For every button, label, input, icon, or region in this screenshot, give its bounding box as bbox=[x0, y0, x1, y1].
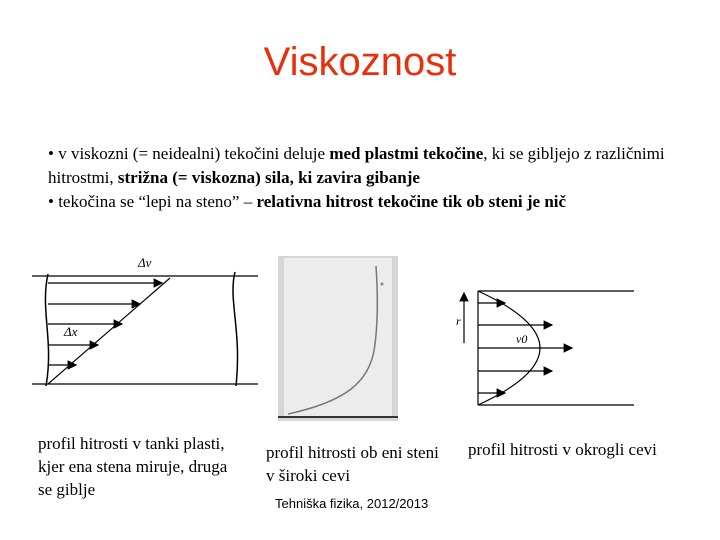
bullet-text: , ki se gibljejo z različnimi hitrostmi, bbox=[48, 144, 665, 187]
bullet-item-no-slip bbox=[48, 190, 698, 214]
bullet-item-shear-force bbox=[48, 142, 698, 190]
delta-v-label: Δv bbox=[138, 255, 152, 270]
parabolic-velocity-profile-figure bbox=[452, 285, 637, 410]
bullet-list bbox=[48, 142, 698, 214]
bullet-bold-text: strižna (= viskozna) sila, ki zavira gibanje bbox=[117, 168, 420, 187]
caption-right: profil hitrosti v okrogli cevi bbox=[468, 440, 657, 459]
bullet-bold-text: relativna hitrost tekočine tik ob steni je nič bbox=[256, 192, 567, 211]
left-wall-line bbox=[45, 274, 48, 386]
v0-label: v0 bbox=[516, 332, 528, 346]
caption-left: profil hitrosti v tanki plasti, kjer ena stena miruje, druga se giblje bbox=[38, 434, 228, 499]
radius-label: r bbox=[456, 314, 461, 328]
slide-title: Viskoznost bbox=[263, 40, 457, 84]
linear-velocity-profile-figure bbox=[30, 250, 260, 390]
right-wall-line bbox=[233, 272, 238, 386]
bullet-bold-text: med plastmi tekočine bbox=[329, 144, 484, 163]
bullet-text: • tekočina se “lepi na steno” – bbox=[48, 192, 257, 211]
caption-middle: profil hitrosti ob eni steni v široki cevi bbox=[266, 443, 439, 485]
wall-profile-photo bbox=[278, 256, 398, 421]
bullet-text: • v viskozni (= neidealni) tekočini deluje bbox=[48, 144, 330, 163]
delta-x-label: Δx bbox=[64, 324, 78, 339]
footer-text: Tehniška fizika, 2012/2013 bbox=[275, 496, 429, 511]
